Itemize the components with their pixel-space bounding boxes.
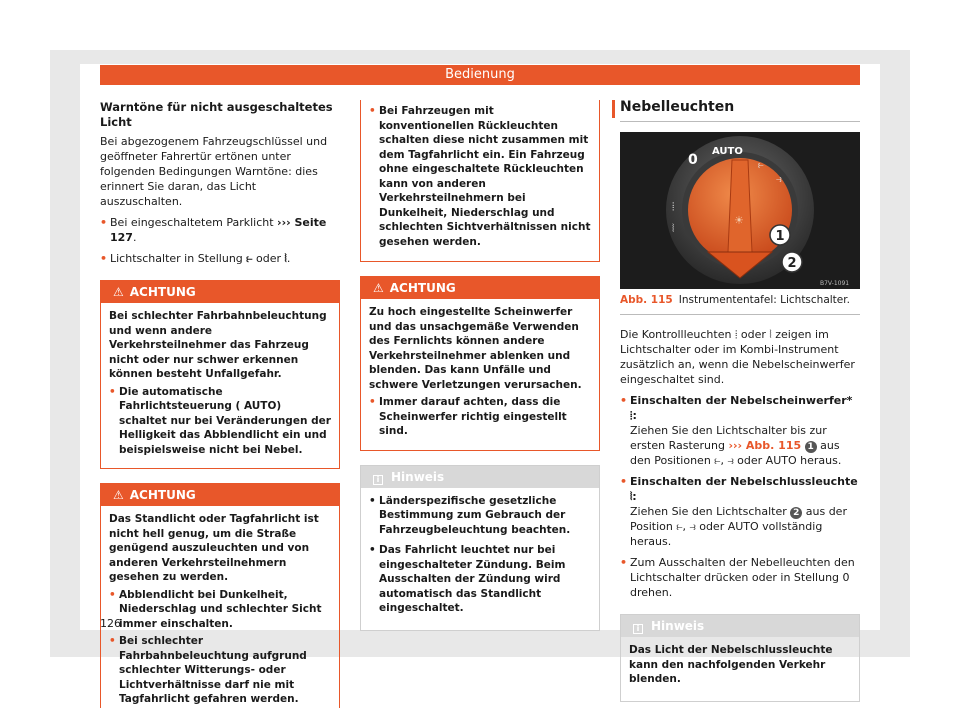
warning-triangle-icon: ⚠ xyxy=(113,285,124,299)
light-icon: ☀ xyxy=(734,214,744,227)
position-auto-label: AUTO xyxy=(712,146,743,157)
note-box xyxy=(360,465,600,631)
callout-badge: 2 xyxy=(790,507,802,519)
low-beam-icon: ⥼ xyxy=(758,160,764,171)
list-item: • Bei eingeschaltetem Parklicht ››› Seite 127. xyxy=(100,215,340,245)
page-link[interactable]: ››› Seite 127 xyxy=(110,216,327,244)
note-box xyxy=(620,614,860,702)
list-item: • Lichtschalter in Stellung ⥼ oder ⦚. xyxy=(100,251,340,266)
list-item: • Zum Ausschalten der Nebelleuchten den Lichtschalter drücken oder in Stellung 0 drehen. xyxy=(620,555,860,600)
info-icon: i xyxy=(633,624,643,634)
column-3 xyxy=(620,100,860,702)
page-number: 126 xyxy=(100,617,121,630)
position-zero-label: 0 xyxy=(688,152,698,168)
callout-1: 1 xyxy=(775,229,785,244)
column-2 xyxy=(360,100,600,631)
headlight-icon: ⥽ xyxy=(776,174,782,185)
warning-continuation xyxy=(360,100,600,262)
note-header: i Hinweis xyxy=(621,615,859,637)
figure-number: Abb. 115 xyxy=(620,294,673,306)
warning-header: ⚠ ACHTUNG xyxy=(101,484,339,506)
section-heading: Nebelleuchten xyxy=(620,100,860,122)
list-item: • Bei schlechter Fahrbahnbeleuchtung aufgrund schlechter Witterungs- oder Lichtverhältnisse darf nie mit Tagfahrlicht gefahren werden. xyxy=(109,634,331,707)
figure-code: B7V-1091 xyxy=(820,280,850,287)
warning-box xyxy=(360,276,600,451)
list-item: • Die automatische Fahrlichtsteuerung ( AUTO) schaltet nur bei Veränderungen der Helligkeit das Abblendlicht ein und beispielsweise nicht bei Nebel. xyxy=(109,385,331,458)
warning-triangle-icon: ⚠ xyxy=(373,281,384,295)
list-item: • Länderspezifische gesetzliche Bestimmung zum Gebrauch der Fahrzeugbeleuchtung beachten. xyxy=(369,494,591,538)
list-item: • Abblendlicht bei Dunkelheit, Niederschlag und schlechter Sicht immer einschalten. xyxy=(109,588,331,632)
light-switch-figure xyxy=(620,132,860,289)
warning-header: ⚠ ACHTUNG xyxy=(361,277,599,299)
list-item: • Einschalten der Nebelscheinwerfer* ⦙: Ziehen Sie den Lichtschalter bis zur ersten Rasterung ››› Abb. 115 1 aus den Positionen ⥼, ⥽ oder AUTO heraus. xyxy=(620,393,860,468)
section-header: Bedienung xyxy=(100,65,860,85)
body-text: Die Kontrollleuchten ⦙ oder ⦚ zeigen im Lichtschalter oder im Kombi-Instrument zusätzlich an, wenn die Nebelscheinwerfer eingeschaltet sind. xyxy=(620,328,855,386)
warning-header: ⚠ ACHTUNG xyxy=(101,281,339,303)
figure-caption: Abb. 115 Instrumententafel: Lichtschalter. xyxy=(620,293,860,315)
list-item: • Immer darauf achten, dass die Scheinwerfer richtig eingestellt sind. xyxy=(369,395,591,439)
callout-2: 2 xyxy=(787,256,797,271)
intro-text: Bei abgezogenem Fahrzeugschlüssel und geöffneter Fahrertür ertönen unter folgenden Bedingungen Warntöne: dies erinnert Sie daran, das Licht auszuschalten. xyxy=(100,135,328,208)
warning-text: Bei schlechter Fahrbahnbeleuchtung und wenn andere Verkehrsteilnehmer das Fahrzeug nicht oder nur schwer erkennen können besteht Unfallgefahr. xyxy=(109,310,327,380)
note-header: i Hinweis xyxy=(361,466,599,488)
callout-badge: 1 xyxy=(805,441,817,453)
warning-text: Das Standlicht oder Tagfahrlicht ist nicht hell genug, um die Straße genügend auszuleuchten und von anderen Verkehrsteilnehmern gesehen zu werden. xyxy=(109,513,319,583)
low-beam-icon: ⥼ xyxy=(246,252,253,265)
list-item: • Einschalten der Nebelschlussleuchte ⦚: Ziehen Sie den Lichtschalter 2 aus der Position ⥼, ⥽ oder AUTO vollständig heraus. xyxy=(620,474,860,549)
warning-box xyxy=(100,280,340,469)
list-item: • Bei Fahrzeugen mit konventionellen Rückleuchten schalten diese nicht zusammen mit dem Tagfahrlicht ein. Ein Fahrzeug ohne eingeschaltete Rückleuchten kann von anderen Verkehrsteilnehmern bei Dunkelheit, Niederschlag und schlechten Sichtverhältnissen nicht gesehen werden. xyxy=(369,104,591,249)
warning-box xyxy=(100,483,340,708)
section-heading: Warntöne für nicht ausgeschaltetes Licht xyxy=(100,100,333,129)
note-text: Das Licht der Nebelschlussleuchte kann den nachfolgenden Verkehr blenden. xyxy=(629,644,833,685)
list-item: • Das Fahrlicht leuchtet nur bei eingeschalteter Zündung. Beim Ausschalten der Zündung wird automatisch das Standlicht eingeschaltet. xyxy=(369,543,591,616)
warning-text: Zu hoch eingestellte Scheinwerfer und das unsachgemäße Verwenden des Fernlichts können andere Verkehrsteilnehmer ablenken und blenden. Das kann Unfälle und schwere Verletzungen verursachen. xyxy=(369,306,582,391)
figure-link[interactable]: ››› Abb. 115 xyxy=(728,439,802,452)
info-icon: i xyxy=(373,475,383,485)
warning-triangle-icon: ⚠ xyxy=(113,488,124,502)
rear-fog-icon: ⦚ xyxy=(284,252,287,265)
front-fog-icon: ⦙ xyxy=(672,200,675,213)
light-switch-illustration xyxy=(620,132,860,289)
column-1 xyxy=(100,100,340,708)
rear-fog-icon: ⦚ xyxy=(672,222,675,235)
